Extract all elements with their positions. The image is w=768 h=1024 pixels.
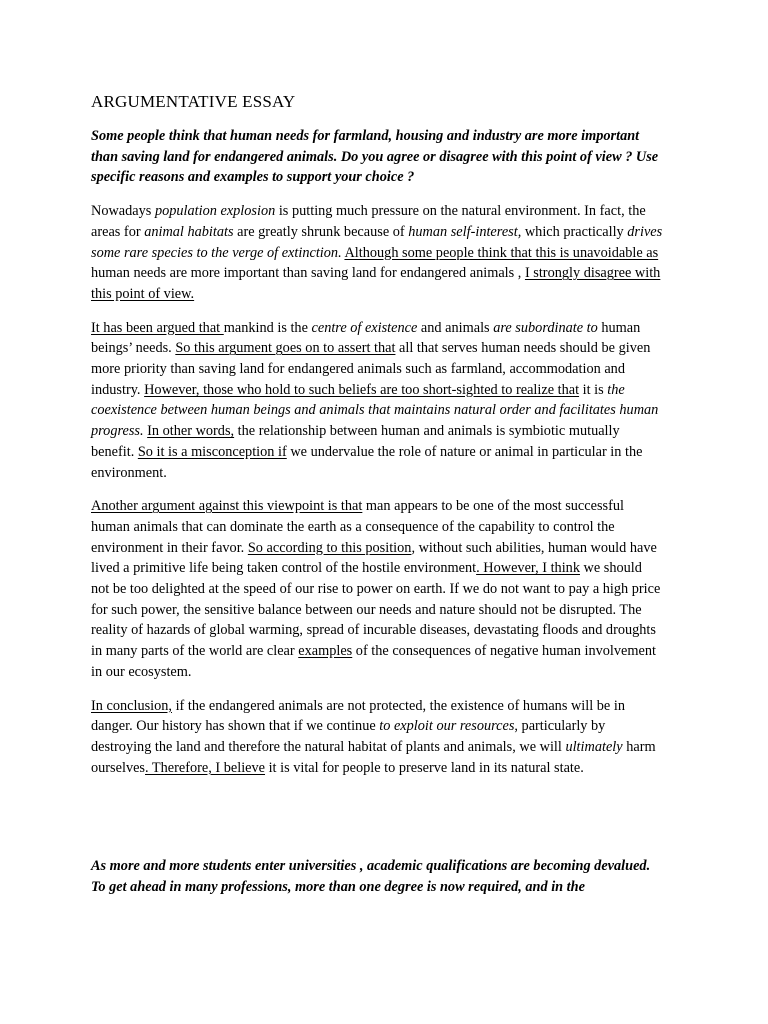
underlined-phrase: Although some people think that this is unavoidable as	[344, 244, 659, 261]
italic-phrase: drives some rare species to the verge of extinction.	[91, 223, 663, 261]
text-run: which practically	[521, 223, 628, 240]
essay-paragraph-4	[91, 696, 663, 779]
underlined-phrase: . Therefore, I believe	[145, 759, 266, 776]
text-run: we should not be too delighted at the speed of our rise to power on earth. If we do not want to pay a high price for such power, the sensitive balance between our needs and nature should not be disrupted. The reality of hazards of global warming, spread of incurable diseases, devastating floods and droughts in many parts of the world are clear	[91, 560, 661, 660]
essay-prompt: Some people think that human needs for farmland, housing and industry are more important than saving land for endangered animals. Do you agree or disagree with this point of view ? Use specific reasons and examples to support your choice ?	[91, 128, 659, 186]
essay-body	[91, 201, 663, 778]
text-run: is putting much pressure on the natural environment. In fact, the areas for	[91, 203, 646, 240]
next-essay-prompt: As more and more students enter universities , academic qualifications are becoming devalued. To get ahead in many professions, more than one degree is now required, and in the	[91, 858, 651, 895]
essay-page	[91, 92, 663, 791]
text-run: it is	[579, 381, 608, 398]
underlined-phrase: examples	[298, 643, 353, 660]
text-run: the relationship between human and animals is symbiotic mutually benefit.	[91, 423, 620, 460]
text-run: , particularly by destroying the land and therefore the natural habitat of plants and animals, we will	[91, 718, 606, 755]
underlined-phrase: I strongly disagree with this point of view.	[91, 265, 661, 302]
italic-phrase: population explosion	[154, 203, 276, 220]
text-run: Nowadays	[91, 203, 155, 220]
underlined-phrase: However, those who hold to such beliefs are too short-sighted to realize that	[144, 381, 580, 398]
italic-phrase: animal habitats	[144, 223, 234, 240]
text-run: all that serves human needs should be given more priority than saving land for endangered animals such as farmland, accommodation and industry.	[91, 340, 651, 398]
italic-phrase: centre of existence	[311, 319, 418, 336]
italic-phrase: ultimately	[565, 738, 623, 755]
underlined-phrase: So this argument goes on to assert that	[175, 340, 396, 357]
text-run: human needs are more important than saving land for endangered animals ,	[91, 265, 525, 282]
essay-paragraph-2	[91, 318, 663, 484]
underlined-phrase: So it is a misconception if	[137, 443, 287, 460]
italic-phrase: the coexistence between human beings and animals that maintains natural order and facilitates human progress.	[91, 381, 659, 440]
essay-paragraph-3	[91, 496, 663, 682]
italic-phrase: are subordinate to	[493, 319, 598, 336]
underlined-phrase: . However, I think	[476, 560, 580, 577]
text-run: harm ourselves	[91, 738, 656, 776]
text-run: and animals	[417, 319, 494, 336]
text-run: are greatly shrunk because of	[233, 223, 409, 240]
underlined-phrase: In conclusion,	[91, 697, 172, 714]
text-run: man appears to be one of the most successful human animals that can dominate the earth as a consequence of the capability to control the environment in their favor.	[91, 498, 624, 556]
essay-paragraph-1	[91, 201, 663, 305]
italic-phrase: human self-interest,	[408, 223, 522, 240]
text-run: it is vital for people to preserve land in its natural state.	[265, 759, 584, 776]
text-run: , without such abilities, human would have lived a primitive life being taken control of the hostile environment	[91, 539, 657, 577]
italic-phrase: to exploit our resources	[379, 718, 515, 735]
text-run: we undervalue the role of nature or animal in particular in the environment.	[91, 443, 643, 481]
underlined-phrase: In other words,	[147, 423, 235, 440]
text-run: of the consequences of negative human involvement in our ecosystem.	[91, 643, 656, 680]
text-run: mankind is the	[223, 319, 312, 336]
underlined-phrase: So according to this position	[247, 539, 412, 556]
text-run: human beings’ needs.	[91, 319, 641, 357]
essay-title: ARGUMENTATIVE ESSAY	[91, 92, 296, 111]
underlined-phrase: It has been argued that	[91, 319, 224, 336]
underlined-phrase: Another argument against this viewpoint is that	[91, 498, 363, 515]
text-run: if the endangered animals are not protected, the existence of humans will be in danger. Our history has shown that if we continue	[91, 697, 625, 735]
